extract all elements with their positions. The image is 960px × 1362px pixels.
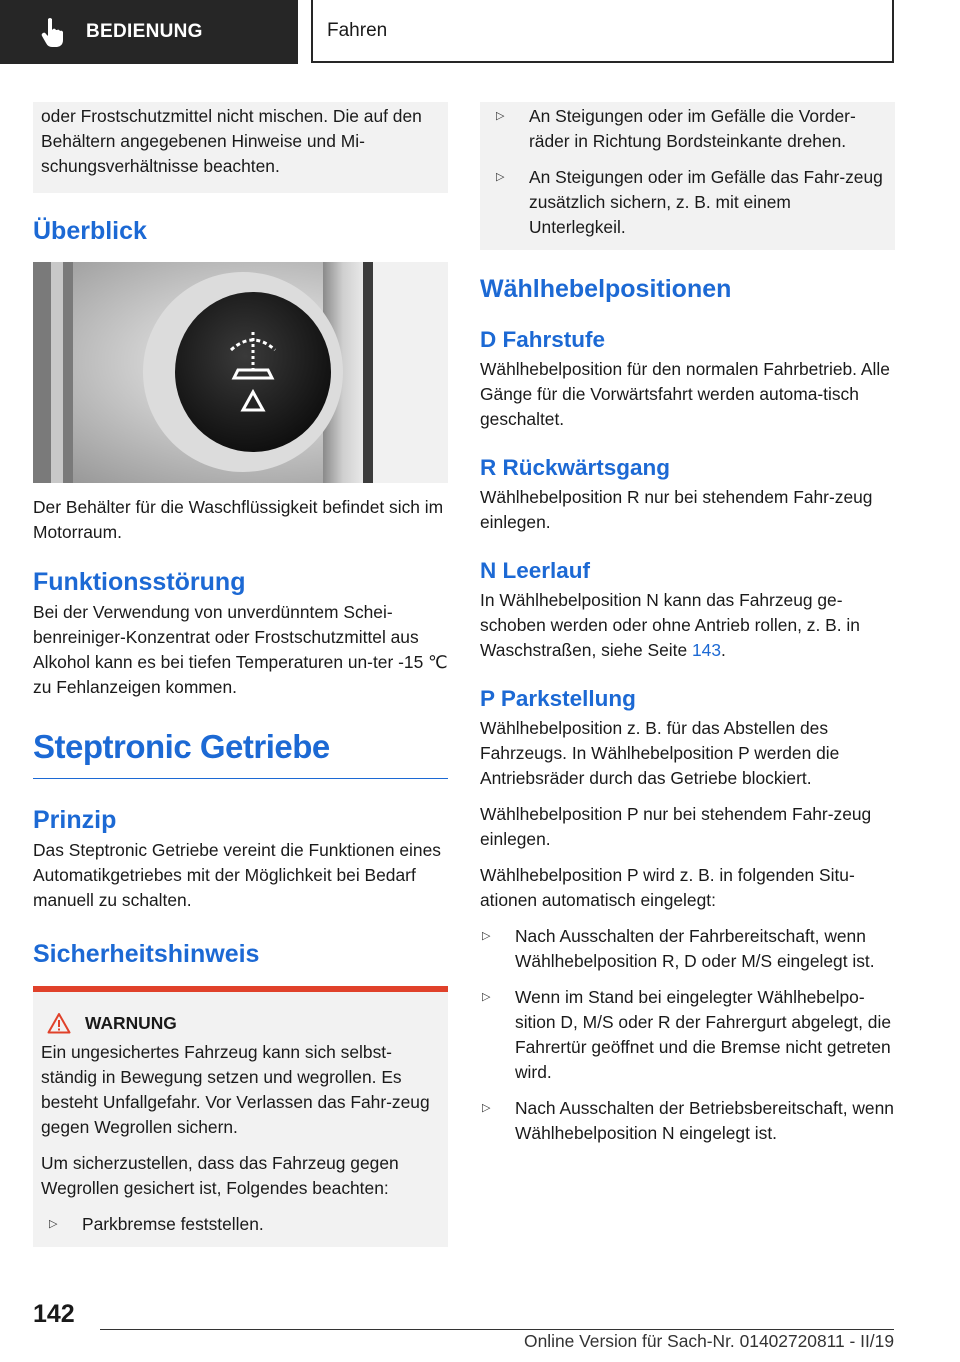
washer-reservoir-illustration (33, 262, 448, 483)
photo-caption: Der Behälter für die Waschflüssigkeit befindet sich im Motorraum. (33, 497, 444, 542)
bullet-triangle-icon: ▷ (49, 1218, 58, 1230)
d-drive-text: Wählhebelposition für den normalen Fahrbetrieb. Alle Gänge für die Vorwärtsfahrt werden automa-tisch geschaltet. (480, 359, 890, 429)
warning-continued-box (480, 102, 895, 250)
page-number: 142 (33, 1300, 75, 1328)
list-item: ▷ Nach Ausschalten der Betriebsbereitschaft, wenn Wählhebelposition N eingelegt ist. (480, 1096, 895, 1146)
r-reverse-text: Wählhebelposition R nur bei stehendem Fahr-zeug einlegen. (480, 487, 873, 532)
header-section-tab (0, 0, 298, 64)
footer-text: Online Version für Sach-Nr. 01402720811 - II/19 (524, 1331, 894, 1351)
hand-pointer-icon (40, 17, 66, 47)
header-chapter-label: Fahren (327, 19, 388, 41)
list-item: ▷ An Steigungen oder im Gefälle die Vorder-räder in Richtung Bordsteinkante drehen. (488, 104, 887, 154)
bullet-triangle-icon: ▷ (496, 110, 505, 122)
footer-divider (100, 1329, 894, 1330)
r-reverse-heading: R Rückwärtsgang (480, 455, 671, 480)
warning-triangle-icon (47, 1012, 71, 1034)
safety-heading: Sicherheitshinweis (33, 940, 260, 968)
bullet-triangle-icon: ▷ (482, 991, 491, 1003)
header-section-label: BEDIENUNG (86, 21, 203, 42)
positions-heading: Wählhebelpositionen (480, 275, 732, 303)
p-park-text-2: Wählhebelposition P nur bei stehendem Fahr-zeug einlegen. (480, 804, 872, 849)
page-reference-link[interactable]: 143 (692, 640, 722, 660)
bullet-triangle-icon: ▷ (482, 1102, 491, 1114)
p-park-text-1: Wählhebelposition z. B. für das Abstellen des Fahrzeugs. In Wählhebelposition P werden die Antriebsräder durch das Getriebe blockiert. (480, 718, 840, 788)
list-item: ▷ Nach Ausschalten der Fahrbereitschaft, wenn Wählhebelposition R, D oder M/S eingelegt ist. (480, 924, 895, 974)
warning-label: WARNUNG (85, 1012, 177, 1033)
right-column (480, 102, 895, 1146)
left-column (33, 102, 448, 1247)
list-item: ▷ Parkbremse feststellen. (41, 1212, 440, 1237)
warning-text-1: Ein ungesichertes Fahrzeug kann sich selbst-ständig in Bewegung setzen und wegrollen. Es besteht Unfallgefahr. Vor Verlassen das Fahr-zeug gegen Wegrollen sichern. (41, 1042, 430, 1137)
n-neutral-text: In Wählhebelposition N kann das Fahrzeug ge-schoben werden oder ohne Antrieb rollen, z. B. in Waschstraßen, siehe Seite 143. (480, 590, 860, 660)
chapter-heading: Steptronic Getriebe (33, 728, 330, 765)
chapter-divider (33, 778, 448, 779)
header-chapter-box (311, 0, 894, 63)
principle-heading: Prinzip (33, 806, 117, 834)
warning-box (33, 986, 448, 1247)
malfunction-text: Bei der Verwendung von unverdünntem Schei-benreiniger-Konzentrat oder Frostschutzmittel aus Alkohol kann es bei tiefen Temperaturen un-ter -15 ℃ zu Fehlanzeigen kommen. (33, 602, 448, 697)
n-neutral-heading: N Leerlauf (480, 558, 591, 583)
p-park-text-3: Wählhebelposition P wird z. B. in folgenden Situ-ationen automatisch eingelegt: (480, 865, 855, 910)
principle-text: Das Steptronic Getriebe vereint die Funktionen eines Automatikgetriebes mit der Möglichkeit bei Bedarf manuell zu schalten. (33, 840, 441, 910)
bullet-triangle-icon: ▷ (496, 171, 505, 183)
d-drive-heading: D Fahrstufe (480, 327, 606, 352)
list-item: ▷ Wenn im Stand bei eingelegter Wählhebelpo-sition D, M/S oder R der Fahrergurt abgelegt, die Fahrertür geöffnet und die Bremse nicht getreten wird. (480, 985, 895, 1085)
washer-reservoir-photo (33, 262, 448, 483)
p-park-heading: P Parkstellung (480, 686, 636, 711)
list-item: ▷ An Steigungen oder im Gefälle das Fahr-zeug zusätzlich sichern, z. B. mit einem Unterlegkeil. (488, 165, 887, 240)
overview-heading: Überblick (33, 217, 147, 245)
bullet-triangle-icon: ▷ (482, 930, 491, 942)
warning-text-2: Um sicherzustellen, dass das Fahrzeug gegen Wegrollen gesichert ist, Folgendes beachten: (41, 1153, 399, 1198)
warning-header (47, 1012, 440, 1034)
intro-note-box (33, 102, 448, 193)
intro-note-text: oder Frostschutzmittel nicht mischen. Die auf den Behältern angegebenen Hinweise und Mi-schungsverhältnisse beachten. (41, 106, 422, 176)
malfunction-heading: Funktionsstörung (33, 568, 246, 596)
